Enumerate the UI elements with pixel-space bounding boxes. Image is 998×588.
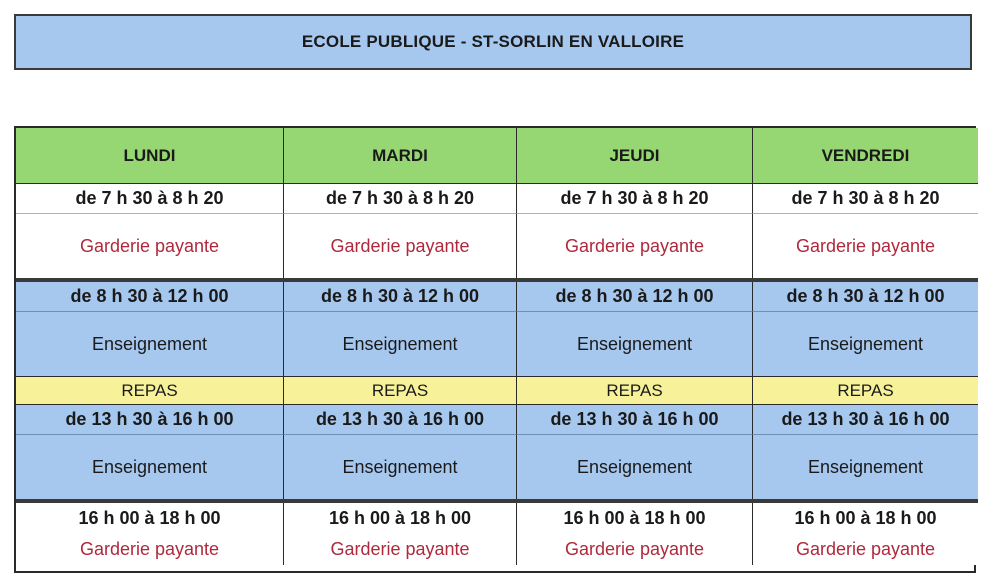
morning-class-label: Enseignement	[753, 312, 978, 376]
evening-care-time: 16 h 00 à 18 h 00	[753, 503, 978, 533]
morning-care-time: de 7 h 30 à 8 h 20	[753, 184, 978, 214]
day-header-mardi: MARDI	[284, 128, 517, 184]
morning-care-label: Garderie payante	[16, 214, 284, 278]
morning-care-time: de 7 h 30 à 8 h 20	[284, 184, 517, 214]
evening-care-label: Garderie payante	[753, 533, 978, 565]
day-header-jeudi: JEUDI	[517, 128, 753, 184]
afternoon-class-label: Enseignement	[16, 435, 284, 499]
weekly-schedule-table	[14, 126, 976, 573]
morning-class-label: Enseignement	[284, 312, 517, 376]
morning-care-label: Garderie payante	[753, 214, 978, 278]
evening-care-time: 16 h 00 à 18 h 00	[517, 503, 753, 533]
morning-class-label: Enseignement	[16, 312, 284, 376]
afternoon-class-label: Enseignement	[753, 435, 978, 499]
morning-class-time: de 8 h 30 à 12 h 00	[517, 282, 753, 312]
morning-care-time: de 7 h 30 à 8 h 20	[517, 184, 753, 214]
afternoon-class-time: de 13 h 30 à 16 h 00	[517, 405, 753, 435]
morning-class-time: de 8 h 30 à 12 h 00	[16, 282, 284, 312]
afternoon-class-time: de 13 h 30 à 16 h 00	[16, 405, 284, 435]
lunch-label: REPAS	[284, 376, 517, 405]
morning-class-label: Enseignement	[517, 312, 753, 376]
day-header-lundi: LUNDI	[16, 128, 284, 184]
morning-care-time: de 7 h 30 à 8 h 20	[16, 184, 284, 214]
morning-class-time: de 8 h 30 à 12 h 00	[753, 282, 978, 312]
evening-care-label: Garderie payante	[517, 533, 753, 565]
afternoon-class-time: de 13 h 30 à 16 h 00	[753, 405, 978, 435]
lunch-label: REPAS	[16, 376, 284, 405]
evening-care-label: Garderie payante	[284, 533, 517, 565]
afternoon-class-label: Enseignement	[517, 435, 753, 499]
morning-care-label: Garderie payante	[284, 214, 517, 278]
evening-care-label: Garderie payante	[16, 533, 284, 565]
lunch-label: REPAS	[517, 376, 753, 405]
lunch-label: REPAS	[753, 376, 978, 405]
morning-class-time: de 8 h 30 à 12 h 00	[284, 282, 517, 312]
day-header-vendredi: VENDREDI	[753, 128, 978, 184]
afternoon-class-label: Enseignement	[284, 435, 517, 499]
morning-care-label: Garderie payante	[517, 214, 753, 278]
afternoon-class-time: de 13 h 30 à 16 h 00	[284, 405, 517, 435]
evening-care-time: 16 h 00 à 18 h 00	[16, 503, 284, 533]
school-title: ECOLE PUBLIQUE - ST-SORLIN EN VALLOIRE	[14, 14, 972, 70]
evening-care-time: 16 h 00 à 18 h 00	[284, 503, 517, 533]
